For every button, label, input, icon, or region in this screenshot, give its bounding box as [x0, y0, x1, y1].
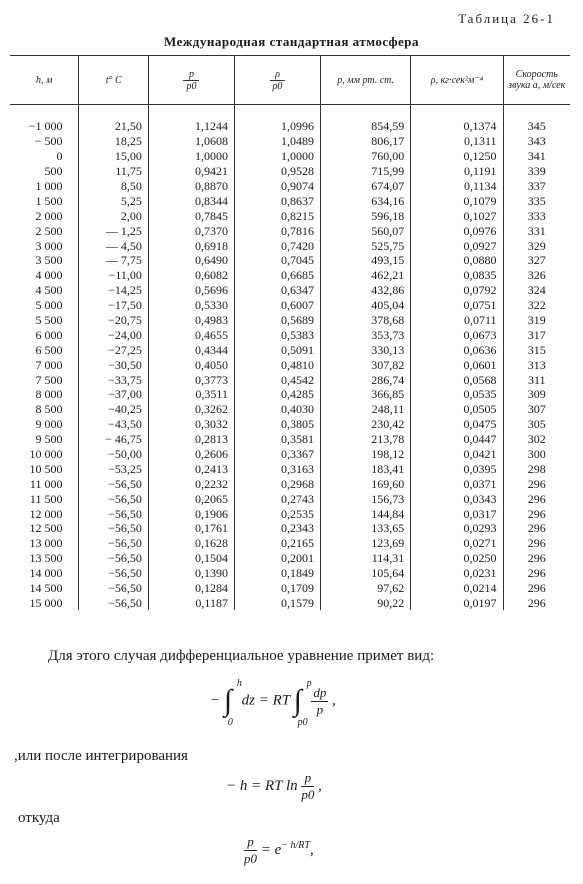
table-cell: 0,6347	[234, 283, 320, 298]
table-cell: −1 000	[28, 119, 63, 134]
table-cell: 405,04	[321, 298, 411, 313]
table-row	[10, 179, 570, 194]
table-cell: 298	[503, 461, 570, 476]
table-cell: 0,0568	[411, 372, 503, 387]
table-cell: 0	[56, 149, 63, 164]
table-cell: 0,2535	[234, 506, 320, 521]
table-row	[10, 134, 570, 149]
table-cell: 0,7370	[148, 223, 234, 238]
table-row	[10, 521, 570, 536]
table-cell: 0,4285	[234, 387, 320, 402]
table-cell: 341	[503, 149, 570, 164]
table-row	[10, 506, 570, 521]
table-cell: 5 000	[35, 298, 63, 313]
table-cell: −30,50	[79, 357, 148, 372]
table-cell: 8 000	[35, 387, 63, 402]
table-cell: 5 500	[35, 313, 63, 328]
table-cell: 296	[503, 551, 570, 566]
table-cell: 0,0505	[411, 402, 503, 417]
table-cell: 1,0489	[234, 134, 320, 149]
table-cell: 339	[503, 164, 570, 179]
table-cell: −20,75	[79, 313, 148, 328]
table-cell: 133,65	[321, 521, 411, 536]
table-cell: 0,1579	[234, 596, 320, 611]
table-cell: 0,1849	[234, 566, 320, 581]
table-cell: 305	[503, 417, 570, 432]
table-row	[10, 298, 570, 313]
table-cell: 2 500	[35, 223, 63, 238]
table-cell: 311	[503, 372, 570, 387]
table-row	[10, 461, 570, 476]
table-row	[10, 417, 570, 432]
header-t: t° C	[79, 56, 148, 105]
table-cell: 0,4655	[148, 327, 234, 342]
table-cell: 15 000	[29, 595, 63, 610]
integral-sign: ∫ h 0	[223, 678, 242, 728]
table-spacer-row	[10, 105, 570, 120]
table-cell: 0,0231	[411, 566, 503, 581]
table-cell: −56,50	[79, 491, 148, 506]
table-cell: 183,41	[321, 461, 411, 476]
table-cell: 0,0673	[411, 327, 503, 342]
table-row	[10, 327, 570, 342]
table-cell: 0,0601	[411, 357, 503, 372]
table-row	[10, 193, 570, 208]
table-cell: 0,5330	[148, 298, 234, 313]
table-cell: 333	[503, 208, 570, 223]
table-number: Таблица 26-1	[458, 11, 555, 26]
header-h: h, м	[10, 56, 79, 105]
table-cell: 302	[503, 432, 570, 447]
paragraph-3: откуда	[18, 810, 60, 826]
table-cell: 296	[503, 536, 570, 551]
table-cell: 5,25	[79, 193, 148, 208]
table-cell: 0,3032	[148, 417, 234, 432]
table-cell: 2 000	[35, 208, 63, 223]
table-cell: 0,0927	[411, 238, 503, 253]
table-cell: 0,1504	[148, 551, 234, 566]
table-cell: 0,2413	[148, 461, 234, 476]
table-cell: 296	[503, 581, 570, 596]
table-cell: 674,07	[321, 179, 411, 194]
header-rho-ratio: $\frac{\rho}{\rho 0}$	[234, 56, 320, 105]
table-cell: 2,00	[79, 208, 148, 223]
table-cell: 0,7816	[234, 223, 320, 238]
table-cell: 169,60	[321, 476, 411, 491]
table-cell: 3 500	[35, 253, 63, 268]
table-cell: 307,82	[321, 357, 411, 372]
table-cell: 1,0000	[148, 149, 234, 164]
table-row	[10, 208, 570, 223]
table-cell: 0,7045	[234, 253, 320, 268]
table-cell: 300	[503, 447, 570, 462]
table-cell: 0,0447	[411, 432, 503, 447]
table-cell: 0,0751	[411, 298, 503, 313]
paragraph-1: Для этого случая дифференциальное уравнение примет вид:	[48, 648, 435, 664]
table-cell: 0,0293	[411, 521, 503, 536]
table-cell: — 1,25	[79, 223, 148, 238]
table-cell: 9 500	[35, 432, 63, 447]
table-body	[10, 105, 570, 611]
table-row	[10, 536, 570, 551]
table-cell: 0,7845	[148, 208, 234, 223]
table-caption: Международная стандартная атмосфера	[164, 34, 419, 49]
table-cell: 0,2743	[234, 491, 320, 506]
table-row	[10, 551, 570, 566]
integral-sign: ∫ p p0	[293, 678, 312, 728]
table-cell: 0,6918	[148, 238, 234, 253]
table-cell: 286,74	[321, 372, 411, 387]
equation-3: $\frac{p}{p0}$ = $e^{- h/RT}$,	[244, 834, 314, 866]
table-cell: 0,1027	[411, 208, 503, 223]
table-cell: 0,5689	[234, 313, 320, 328]
table-cell: 0,6082	[148, 268, 234, 283]
table-cell: 353,73	[321, 327, 411, 342]
table-cell: 0,1134	[411, 179, 503, 194]
table-cell: 0,0880	[411, 253, 503, 268]
equation-2: − h = RT ln $\frac{p}{p0}$ ,	[226, 770, 322, 802]
table-cell: 11 000	[29, 476, 63, 491]
table-cell: 296	[503, 476, 570, 491]
table-cell: 296	[503, 596, 570, 611]
table-cell: 0,9528	[234, 164, 320, 179]
table-cell: 0,1187	[148, 596, 234, 611]
table-cell: 0,0395	[411, 461, 503, 476]
table-cell: 15,00	[79, 149, 148, 164]
table-cell: 144,84	[321, 506, 411, 521]
table-header-row	[10, 56, 570, 105]
table-cell: −33,75	[79, 372, 148, 387]
table-cell: 345	[503, 119, 570, 134]
table-cell: 0,1374	[411, 119, 503, 134]
table-cell: 0,1079	[411, 193, 503, 208]
table-row	[10, 238, 570, 253]
table-cell: 0,8344	[148, 193, 234, 208]
table-cell: −24,00	[79, 327, 148, 342]
table-cell: −56,50	[79, 566, 148, 581]
table-cell: 307	[503, 402, 570, 417]
table-cell: 317	[503, 327, 570, 342]
table-row	[10, 387, 570, 402]
table-cell: −43,50	[79, 417, 148, 432]
table-cell: 4 000	[35, 268, 63, 283]
table-cell: 0,1250	[411, 149, 503, 164]
table-row	[10, 342, 570, 357]
table-cell: 0,2813	[148, 432, 234, 447]
table-cell: 335	[503, 193, 570, 208]
table-cell: 0,0792	[411, 283, 503, 298]
table-cell: 296	[503, 521, 570, 536]
table-cell: 0,0421	[411, 447, 503, 462]
table-cell: −11,00	[79, 268, 148, 283]
table-cell: 1 500	[35, 193, 63, 208]
table-cell: 378,68	[321, 313, 411, 328]
table-cell: −50,00	[79, 447, 148, 462]
table-cell: 12 500	[29, 521, 63, 536]
table-cell: 0,5383	[234, 327, 320, 342]
table-cell: 319	[503, 313, 570, 328]
table-cell: 760,00	[321, 149, 411, 164]
table-cell: 0,0197	[411, 596, 503, 611]
table-row	[10, 253, 570, 268]
table-cell: 0,3163	[234, 461, 320, 476]
table-cell: 366,85	[321, 387, 411, 402]
table-cell: 0,1761	[148, 521, 234, 536]
header-p-ratio: $\frac{p}{p0}$	[148, 56, 234, 105]
table-cell: 0,3511	[148, 387, 234, 402]
table-cell: 1,1244	[148, 119, 234, 134]
table-cell: 0,4030	[234, 402, 320, 417]
table-cell: −17,50	[79, 298, 148, 313]
table-cell: −56,50	[79, 551, 148, 566]
table-cell: 0,0835	[411, 268, 503, 283]
table-cell: 309	[503, 387, 570, 402]
table-cell: 230,42	[321, 417, 411, 432]
table-row	[10, 447, 570, 462]
table-cell: 0,6007	[234, 298, 320, 313]
table-cell: 500	[44, 164, 63, 179]
table-cell: − 46,75	[79, 432, 148, 447]
table-cell: 21,50	[79, 119, 148, 134]
table-cell: 0,9074	[234, 179, 320, 194]
table-cell: 0,2968	[234, 476, 320, 491]
table-cell: 315	[503, 342, 570, 357]
table-cell: 0,2606	[148, 447, 234, 462]
table-cell: 634,16	[321, 193, 411, 208]
table-cell: 213,78	[321, 432, 411, 447]
table-cell: 0,0250	[411, 551, 503, 566]
table-cell: −56,50	[79, 476, 148, 491]
table-cell: 0,0711	[411, 313, 503, 328]
table-cell: 0,3367	[234, 447, 320, 462]
table-cell: 4 500	[35, 283, 63, 298]
table-cell: 8 500	[35, 402, 63, 417]
table-cell: 0,5696	[148, 283, 234, 298]
table-cell: 0,0271	[411, 536, 503, 551]
table-cell: 337	[503, 179, 570, 194]
table-cell: 596,18	[321, 208, 411, 223]
table-cell: 8,50	[79, 179, 148, 194]
table-row	[10, 268, 570, 283]
table-cell: 0,0636	[411, 342, 503, 357]
table-cell: − 500	[34, 134, 63, 149]
table-cell: 14 500	[29, 581, 63, 596]
table-row	[10, 372, 570, 387]
header-p-mm: p, мм рт. ст.	[321, 56, 411, 105]
table-cell: 0,6490	[148, 253, 234, 268]
table-cell: 10 500	[29, 461, 63, 476]
table-cell: −53,25	[79, 461, 148, 476]
table-cell: 296	[503, 506, 570, 521]
table-cell: 0,1906	[148, 506, 234, 521]
table-row	[10, 581, 570, 596]
table-cell: 1,0000	[234, 149, 320, 164]
header-rho: ρ, кг·сек²м⁻⁴	[411, 56, 503, 105]
table-cell: 0,1390	[148, 566, 234, 581]
table-cell: 18,25	[79, 134, 148, 149]
table-cell: 0,0371	[411, 476, 503, 491]
table-cell: 806,17	[321, 134, 411, 149]
table-cell: 114,31	[321, 551, 411, 566]
table-cell: 322	[503, 298, 570, 313]
table-cell: 462,21	[321, 268, 411, 283]
table-cell: 0,3262	[148, 402, 234, 417]
table-cell: 330,13	[321, 342, 411, 357]
table-cell: 0,0976	[411, 223, 503, 238]
table-cell: −37,00	[79, 387, 148, 402]
table-cell: 7 500	[35, 372, 63, 387]
table-cell: 0,0343	[411, 491, 503, 506]
table-cell: −56,50	[79, 596, 148, 611]
table-cell: 1 000	[35, 179, 63, 193]
table-cell: 715,99	[321, 164, 411, 179]
table-cell: 0,1191	[411, 164, 503, 179]
table-row	[10, 313, 570, 328]
table-row	[10, 402, 570, 417]
table-cell: 0,2343	[234, 521, 320, 536]
table-cell: 0,7420	[234, 238, 320, 253]
table-row	[10, 476, 570, 491]
table-cell: 0,9421	[148, 164, 234, 179]
table-cell: −56,50	[79, 581, 148, 596]
table-cell: 0,1709	[234, 581, 320, 596]
table-cell: 6 500	[35, 342, 63, 357]
table-cell: 0,6685	[234, 268, 320, 283]
table-cell: 327	[503, 253, 570, 268]
table-cell: 6 000	[35, 327, 63, 342]
table-cell: 13 500	[29, 551, 63, 566]
table-cell: 1,0608	[148, 134, 234, 149]
table-row	[10, 119, 570, 134]
table-cell: 329	[503, 238, 570, 253]
table-cell: 0,3773	[148, 372, 234, 387]
table-cell: 3 000	[35, 238, 63, 253]
equation-1: − ∫ h 0 dz = RT ∫ p p0 $\frac{dp}{p}$ ,	[210, 678, 336, 728]
table-cell: 296	[503, 491, 570, 506]
table-cell: 0,0535	[411, 387, 503, 402]
table-cell: 0,2001	[234, 551, 320, 566]
table-cell: 0,2165	[234, 536, 320, 551]
table-cell: −40,25	[79, 402, 148, 417]
table-cell: 11 500	[29, 491, 63, 506]
table-cell: 296	[503, 566, 570, 581]
table-cell: 343	[503, 134, 570, 149]
table-cell: 0,2065	[148, 491, 234, 506]
table-cell: 0,1311	[411, 134, 503, 149]
table-cell: 14 000	[29, 566, 63, 581]
table-cell: 0,5091	[234, 342, 320, 357]
table-cell: — 4,50	[79, 238, 148, 253]
table-cell: 854,59	[321, 119, 411, 134]
table-cell: 493,15	[321, 253, 411, 268]
table-cell: −56,50	[79, 506, 148, 521]
table-row	[10, 432, 570, 447]
table-cell: −27,25	[79, 342, 148, 357]
table-cell: 0,2232	[148, 476, 234, 491]
table-row	[10, 357, 570, 372]
atmosphere-table	[10, 55, 570, 610]
table-row	[10, 283, 570, 298]
table-cell: 0,3581	[234, 432, 320, 447]
table-cell: 0,4810	[234, 357, 320, 372]
table-cell: 105,64	[321, 566, 411, 581]
table-cell: 156,73	[321, 491, 411, 506]
table-cell: 248,11	[321, 402, 411, 417]
table-cell: 432,86	[321, 283, 411, 298]
table-cell: 0,4344	[148, 342, 234, 357]
table-cell: 0,1628	[148, 536, 234, 551]
table-cell: 0,1284	[148, 581, 234, 596]
table-cell: −56,50	[79, 536, 148, 551]
table-row	[10, 223, 570, 238]
table-cell: 0,4983	[148, 313, 234, 328]
table-cell: 0,0214	[411, 581, 503, 596]
paragraph-2: ,или после интегрирования	[14, 748, 188, 764]
table-cell: 97,62	[321, 581, 411, 596]
table-cell: 9 000	[35, 417, 63, 432]
table-cell: 123,69	[321, 536, 411, 551]
table-cell: 0,8870	[148, 179, 234, 194]
table-cell: 331	[503, 223, 570, 238]
table-cell: 90,22	[321, 596, 411, 611]
table-cell: 326	[503, 268, 570, 283]
table-cell: −56,50	[79, 521, 148, 536]
table-cell: 7 000	[35, 357, 63, 372]
table-cell: 525,75	[321, 238, 411, 253]
table-cell: 11,75	[79, 164, 148, 179]
table-cell: 0,4542	[234, 372, 320, 387]
table-cell: — 7,75	[79, 253, 148, 268]
table-cell: 0,3805	[234, 417, 320, 432]
table-cell: −14,25	[79, 283, 148, 298]
table-cell: 10 000	[29, 447, 63, 462]
table-row	[10, 491, 570, 506]
table-row	[10, 566, 570, 581]
table-cell: 12 000	[29, 506, 63, 521]
table-row	[10, 596, 570, 611]
table-cell: 0,8637	[234, 193, 320, 208]
table-cell: 324	[503, 283, 570, 298]
table-cell: 560,07	[321, 223, 411, 238]
table-cell: 313	[503, 357, 570, 372]
table-row	[10, 164, 570, 179]
table-cell: 0,4050	[148, 357, 234, 372]
table-cell: 0,0317	[411, 506, 503, 521]
header-sound: Скорость звука a, м/сек	[503, 56, 570, 105]
table-cell: 198,12	[321, 447, 411, 462]
table-cell: 13 000	[29, 536, 63, 551]
table-cell: 0,0475	[411, 417, 503, 432]
table-cell: 1,0996	[234, 119, 320, 134]
table-row	[10, 149, 570, 164]
table-cell: 0,8215	[234, 208, 320, 223]
